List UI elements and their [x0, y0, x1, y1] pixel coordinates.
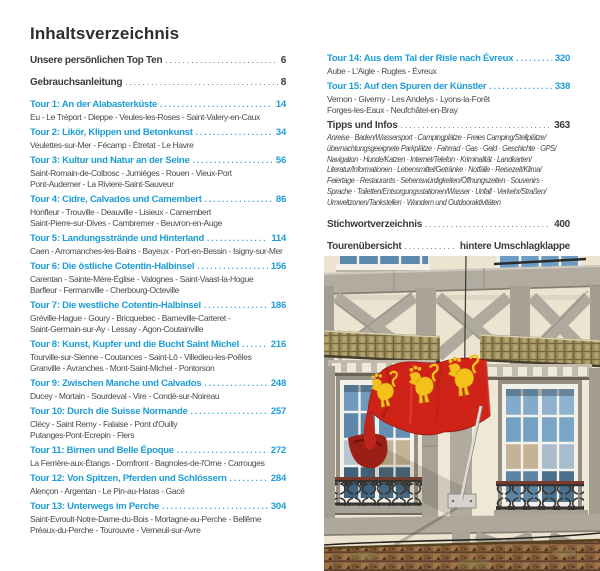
route-line: Anreise · Baden/Wassersport · Campingplätze · Freies Camping/Stellplätze/ [327, 133, 546, 142]
toc-entry-label: Tour 4: Cidre, Calvados und Camembert [30, 194, 202, 205]
dot-leader [516, 52, 552, 65]
dot-leader [165, 54, 277, 67]
dot-leader [162, 500, 268, 513]
toc-entry [327, 218, 570, 231]
toc-entry-route [30, 458, 286, 469]
route-line: Forges-les-Eaux - Neufchâtel-en-Bray [327, 105, 458, 115]
dot-leader [205, 193, 273, 206]
toc-entry-topics [327, 133, 570, 209]
toc-entry-route [30, 419, 286, 441]
route-line: Saint-Pierre-sur-Dives - Cambremer - Beuvron-en-Auge [30, 218, 223, 228]
toc-entry-label: Tour 3: Kultur und Natur an der Seine [30, 155, 190, 166]
toc-row [30, 338, 286, 351]
toc-entry-page: 56 [275, 155, 286, 166]
toc-row [327, 218, 570, 231]
toc-row [30, 299, 286, 312]
dot-leader [160, 98, 273, 111]
toc-entry-label: Tour 10: Durch die Suisse Normande [30, 406, 188, 417]
toc-entry-page: 304 [270, 501, 286, 512]
route-line: Gréville-Hague - Goury - Bricquebec - Barneville-Carteret - [30, 313, 231, 323]
toc-entry-page: 6 [280, 55, 286, 66]
toc-entry-page: 257 [270, 406, 286, 417]
toc-entry [30, 500, 286, 536]
toc-row [30, 444, 286, 457]
toc-entry [30, 260, 286, 296]
toc-entry-label: Tour 7: Die westliche Cotentin-Halbinsel [30, 300, 201, 311]
toc-row [327, 52, 570, 65]
toc-entry [30, 299, 286, 335]
toc-entry-page: 363 [554, 120, 570, 131]
toc-entry-route [30, 486, 286, 497]
route-line: Granville - Avranches - Mont-Saint-Michel - Pontorson [30, 363, 215, 373]
toc-row [30, 126, 286, 139]
toc-entry-label: Tipps und Infos [327, 120, 398, 131]
toc-entry [327, 80, 570, 116]
toc-entry-route [30, 352, 286, 374]
toc-entry-page: 14 [275, 99, 286, 110]
toc-entry-label: Tour 11: Birnen und Belle Époque [30, 445, 174, 456]
toc-row [30, 193, 286, 206]
dot-leader [242, 338, 268, 351]
route-line: Putanges-Pont-Ecrepin - Flers [30, 430, 135, 440]
toc-entry-label: Gebrauchsanleitung [30, 77, 123, 88]
route-line: Aube - L'Aigle - Rugles - Évreux [327, 66, 437, 76]
toc-entry [30, 338, 286, 374]
toc-entry [30, 232, 286, 257]
dot-leader [230, 472, 268, 485]
toc-entry-label: Tour 5: Landungsstrände und Hinterland [30, 233, 204, 244]
toc-entry-page: 338 [554, 81, 570, 92]
toc-row [30, 232, 286, 245]
toc-entry-route [30, 391, 286, 402]
toc-entry-label: Tour 6: Die östliche Cotentin-Halbinsel [30, 261, 195, 272]
route-line: Navigation · Hunde/Katzen · Internet/Telefon · Kriminalität · Landkarten/ [327, 154, 532, 164]
toc-entry-route [30, 246, 286, 257]
dot-leader [196, 126, 273, 139]
toc-entry-label: Unsere persönlichen Top Ten [30, 55, 163, 66]
dot-leader [489, 80, 552, 93]
toc-entry [327, 240, 570, 253]
route-line: La Ferrière-aux-Étangs - Domfront - Bagnoles-de-l'Orne - Carrouges [30, 458, 265, 468]
toc-entry [30, 126, 286, 151]
route-line: Préaux-du-Perche - Tourouvre - Verneuil-sur-Avre [30, 525, 201, 535]
toc-entry-route [30, 207, 286, 229]
toc-entry-label: Tour 9: Zwischen Manche und Calvados [30, 378, 202, 389]
dot-leader [207, 232, 268, 245]
route-line: Sprache · Toiletten/Entsorgungsstationen/Wasser · Unfall · Verkehr/Straßen/ [327, 186, 547, 196]
toc-row [30, 472, 286, 485]
toc-entry-route [327, 94, 570, 116]
facade-photo [324, 256, 600, 571]
route-line: Saint-Evroult-Notre-Dame-du-Bois - Mortagne-au-Perche - Bellême [30, 514, 262, 524]
route-line: Ducey - Mortain - Sourdeval - Vire - Condé-sur-Noireau [30, 391, 220, 401]
toc-entry-label: Tour 15: Auf den Spuren der Künstler [327, 81, 487, 92]
toc-entry-route [30, 168, 286, 190]
dot-leader [401, 119, 552, 132]
toc-entry-label: Tour 13: Unterwegs im Perche [30, 501, 160, 512]
toc-entry-page: 284 [270, 473, 286, 484]
route-line: Feiertage · Restaurants · Sehenswürdigkeiten/Öffnungszeiten · Souvenirs · [327, 176, 544, 186]
route-line: Carentan - Sainte-Mère-Église - Valognes - Saint-Vaast-la-Hogue [30, 274, 254, 284]
route-line: Barfleur - Fermanville - Cherbourg-Octeville [30, 285, 179, 295]
toc-entry [30, 54, 286, 67]
toc-entry-label: Tour 1: An der Alabasterküste [30, 99, 158, 110]
route-line: Literatur/Informationen · Lebensmittel/Getränke · Notfälle · Reisezeit/Klima/ [327, 165, 542, 175]
toc-entry [30, 444, 286, 469]
toc-entry [30, 377, 286, 402]
toc-row [327, 80, 570, 93]
toc-entry [327, 119, 570, 209]
toc-entry-page: 248 [270, 378, 286, 389]
route-line: Eu - Le Tréport - Dieppe - Veules-les-Roses - Saint-Valery-en-Caux [30, 112, 260, 122]
page-title: Inhaltsverzeichnis [30, 24, 180, 43]
toc-entry-route [30, 514, 286, 536]
route-line: Clécy - Saint Remy - Falaise - Pont d'Ouilly [30, 419, 178, 429]
route-line: Saint-Germain-sur-Ay - Lessay - Agon-Coutainville [30, 324, 204, 334]
dot-leader [177, 444, 268, 457]
dot-leader [191, 405, 268, 418]
toc-entry-label: Tour 2: Likör, Klippen und Betonkunst [30, 127, 193, 138]
toc-entry-route [327, 66, 570, 77]
dot-leader [204, 377, 268, 390]
toc-entry-page: 8 [280, 77, 286, 88]
toc-row [30, 260, 286, 273]
dot-leader [404, 240, 457, 253]
toc-entry-page: 156 [270, 261, 286, 272]
dot-leader [125, 76, 278, 89]
dot-leader [192, 154, 272, 167]
route-line: Tourville-sur-Sienne - Coutances - Saint-Lô - Villedieu-les-Poêles [30, 352, 252, 362]
toc-entry-label: Tour 12: Von Spitzen, Pferden und Schlössern [30, 473, 227, 484]
dot-leader [425, 218, 551, 231]
toc-entry-page: hintere Umschlagklappe [459, 240, 570, 252]
toc-entry-label: Tourenübersicht [327, 240, 402, 252]
toc-entry [30, 193, 286, 229]
toc-entry-label: Tour 8: Kunst, Kupfer und die Bucht Saint Michel [30, 339, 239, 350]
toc-entry [30, 98, 286, 123]
toc-entry [30, 405, 286, 441]
toc-entry-label: Tour 14: Aus dem Tal der Risle nach Évreux [327, 53, 514, 64]
toc-row [30, 154, 286, 167]
toc-left-column [30, 54, 286, 539]
route-line: übernachtungsgeeignete Parkplätze · Fahrrad · Gas · Geld · Geschichte · GPS/ [327, 143, 557, 153]
facade-photo-svg [324, 256, 600, 571]
route-line: Veulettes-sur-Mer - Fécamp - Étretat - Le Havre [30, 140, 194, 150]
route-line: Alençon - Argentan - Le Pin-au-Haras - Gacé [30, 486, 185, 496]
toc-entry-label: Stichwortverzeichnis [327, 218, 423, 230]
toc-entry-page: 320 [554, 53, 570, 64]
toc-entry-page: 272 [270, 445, 286, 456]
toc-entry [30, 472, 286, 497]
toc-row [30, 54, 286, 67]
toc-entry [30, 154, 286, 190]
route-line: Saint-Romain-de-Colbosc - Jumièges - Rouen - Vieux-Port [30, 168, 232, 178]
toc-entry-page: 186 [270, 300, 286, 311]
route-line: Caen - Arromanches-les-Bains - Bayeux - Port-en-Bessin - Isigny-sur-Mer [30, 246, 283, 256]
dot-leader [197, 260, 268, 273]
route-line: Honfleur - Trouville - Deauville - Lisieux - Camembert [30, 207, 211, 217]
toc-row [30, 377, 286, 390]
dot-leader [204, 299, 268, 312]
route-line: Pont-Audemer - La Riviere-Saint-Sauveur [30, 179, 174, 189]
toc-entry-page: 114 [271, 233, 286, 244]
toc-entry-route [30, 140, 286, 151]
route-line: Vernon - Giverny - Les Andelys - Lyons-la-Forêt [327, 94, 490, 104]
toc-entry-route [30, 112, 286, 123]
route-line: Umweltzonen/Tankstellen · Wandern und Outdooraktivitäten [327, 197, 501, 207]
toc-entry-route [30, 313, 286, 335]
toc-entry [30, 76, 286, 89]
toc-entry-route [30, 274, 286, 296]
toc-entry-page: 400 [554, 218, 570, 230]
toc-entry-page: 86 [275, 194, 286, 205]
toc-row [327, 119, 570, 132]
toc-right-column [327, 52, 570, 262]
toc-entry [327, 52, 570, 77]
toc-row [30, 98, 286, 111]
toc-row [327, 240, 570, 253]
toc-row [30, 500, 286, 513]
toc-entry-page: 34 [275, 127, 286, 138]
toc-entry-page: 216 [270, 339, 286, 350]
toc-row [30, 76, 286, 89]
toc-row [30, 405, 286, 418]
